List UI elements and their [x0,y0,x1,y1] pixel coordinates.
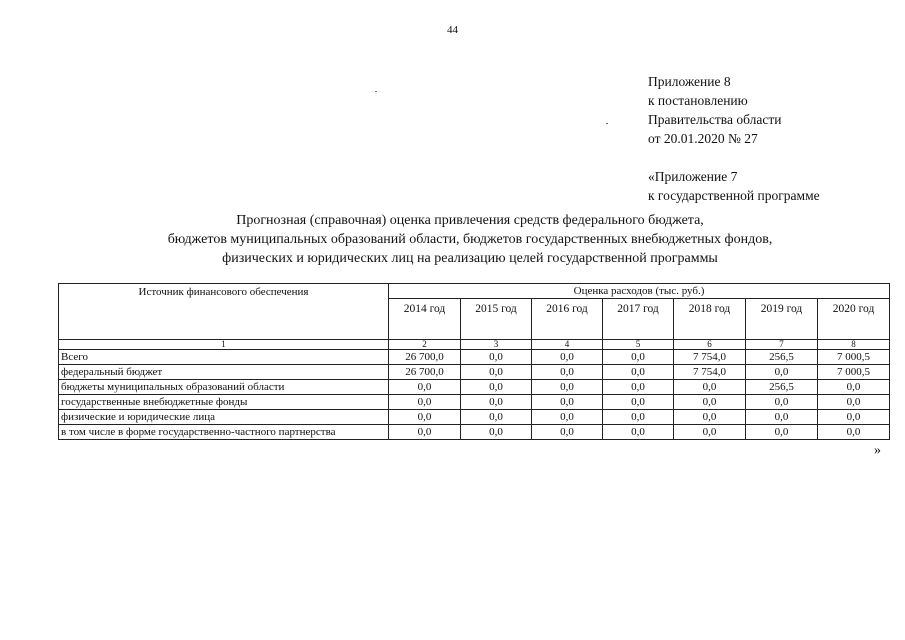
year-header: 2014 год [389,299,461,340]
cell-value: 0,0 [389,425,461,440]
column-number: 6 [674,340,746,350]
cell-value: 0,0 [461,380,532,395]
year-header: 2020 год [818,299,890,340]
cell-value: 7 754,0 [674,350,746,365]
table-row-ppp [59,425,890,440]
heading-line: Прогнозная (справочная) оценка привлечения средств федерального бюджета, [236,213,704,228]
appendix-line: «Приложение 7 [648,169,738,184]
scan-artifact [606,123,608,124]
year-header: 2019 год [746,299,818,340]
row-label: Всего [59,350,389,365]
cell-value: 0,0 [532,350,603,365]
cell-value: 0,0 [674,395,746,410]
cell-value: 0,0 [461,410,532,425]
row-label: государственные внебюджетные фонды [59,395,389,410]
table-row-federal [59,365,890,380]
cell-value: 7 000,5 [818,365,890,380]
cell-value: 0,0 [818,395,890,410]
row-label: федеральный бюджет [59,365,389,380]
cell-value: 0,0 [818,410,890,425]
column-number: 5 [603,340,674,350]
year-header: 2016 год [532,299,603,340]
cell-value: 0,0 [674,380,746,395]
cell-value: 0,0 [603,380,674,395]
cell-value: 0,0 [603,425,674,440]
row-label: бюджеты муниципальных образований области [59,380,389,395]
cell-value: 7 000,5 [818,350,890,365]
cell-value: 26 700,0 [389,365,461,380]
financing-table [58,283,890,440]
column-number: 7 [746,340,818,350]
row-label: физические и юридические лица [59,410,389,425]
cell-value: 0,0 [389,410,461,425]
cell-value: 0,0 [603,350,674,365]
cell-value: 0,0 [532,365,603,380]
cell-value: 0,0 [818,425,890,440]
heading-line: физических и юридических лиц на реализацию целей государственной программы [222,251,718,266]
cell-value: 0,0 [746,395,818,410]
year-header: 2017 год [603,299,674,340]
cell-value: 0,0 [532,380,603,395]
cell-value: 0,0 [603,365,674,380]
cell-value: 0,0 [532,395,603,410]
cell-value: 26 700,0 [389,350,461,365]
column-number: 3 [461,340,532,350]
cell-value: 0,0 [461,350,532,365]
year-header: 2015 год [461,299,532,340]
cell-value: 0,0 [532,425,603,440]
table-row-individuals [59,410,890,425]
cell-value: 0,0 [603,410,674,425]
cell-value: 0,0 [389,395,461,410]
cell-value: 0,0 [461,395,532,410]
column-number-row [59,340,890,350]
column-number: 4 [532,340,603,350]
appendix-line: к постановлению [648,93,748,108]
appendix-line: Приложение 8 [648,74,731,89]
cell-value: 0,0 [532,410,603,425]
document-heading [0,211,905,268]
appendix-block [648,72,820,205]
appendix-line: Правительства области [648,112,782,127]
year-header: 2018 год [674,299,746,340]
source-column-header: Источник финансового обеспечения [59,284,389,340]
cell-value: 0,0 [603,395,674,410]
table-row-extrabudgetary [59,395,890,410]
appendix-line: от 20.01.2020 № 27 [648,131,758,146]
scan-artifact [375,91,377,92]
estimate-column-header: Оценка расходов (тыс. руб.) [389,284,890,299]
heading-line: бюджетов муниципальных образований области, бюджетов государственных внебюджетных фондов, [167,232,773,247]
cell-value: 256,5 [746,350,818,365]
cell-value: 7 754,0 [674,365,746,380]
cell-value: 0,0 [746,410,818,425]
page-number: 44 [447,24,458,36]
cell-value: 0,0 [461,365,532,380]
column-number: 2 [389,340,461,350]
cell-value: 0,0 [461,425,532,440]
cell-value: 256,5 [746,380,818,395]
column-number: 1 [59,340,389,350]
cell-value: 0,0 [746,365,818,380]
cell-value: 0,0 [818,380,890,395]
cell-value: 0,0 [674,410,746,425]
table-row-municipal [59,380,890,395]
cell-value: 0,0 [389,380,461,395]
closing-quote: » [874,443,881,458]
cell-value: 0,0 [674,425,746,440]
column-number: 8 [818,340,890,350]
table-row-total [59,350,890,365]
cell-value: 0,0 [746,425,818,440]
row-label: в том числе в форме государственно-частного партнерства [59,425,389,440]
appendix-line: к государственной программе [648,188,820,203]
